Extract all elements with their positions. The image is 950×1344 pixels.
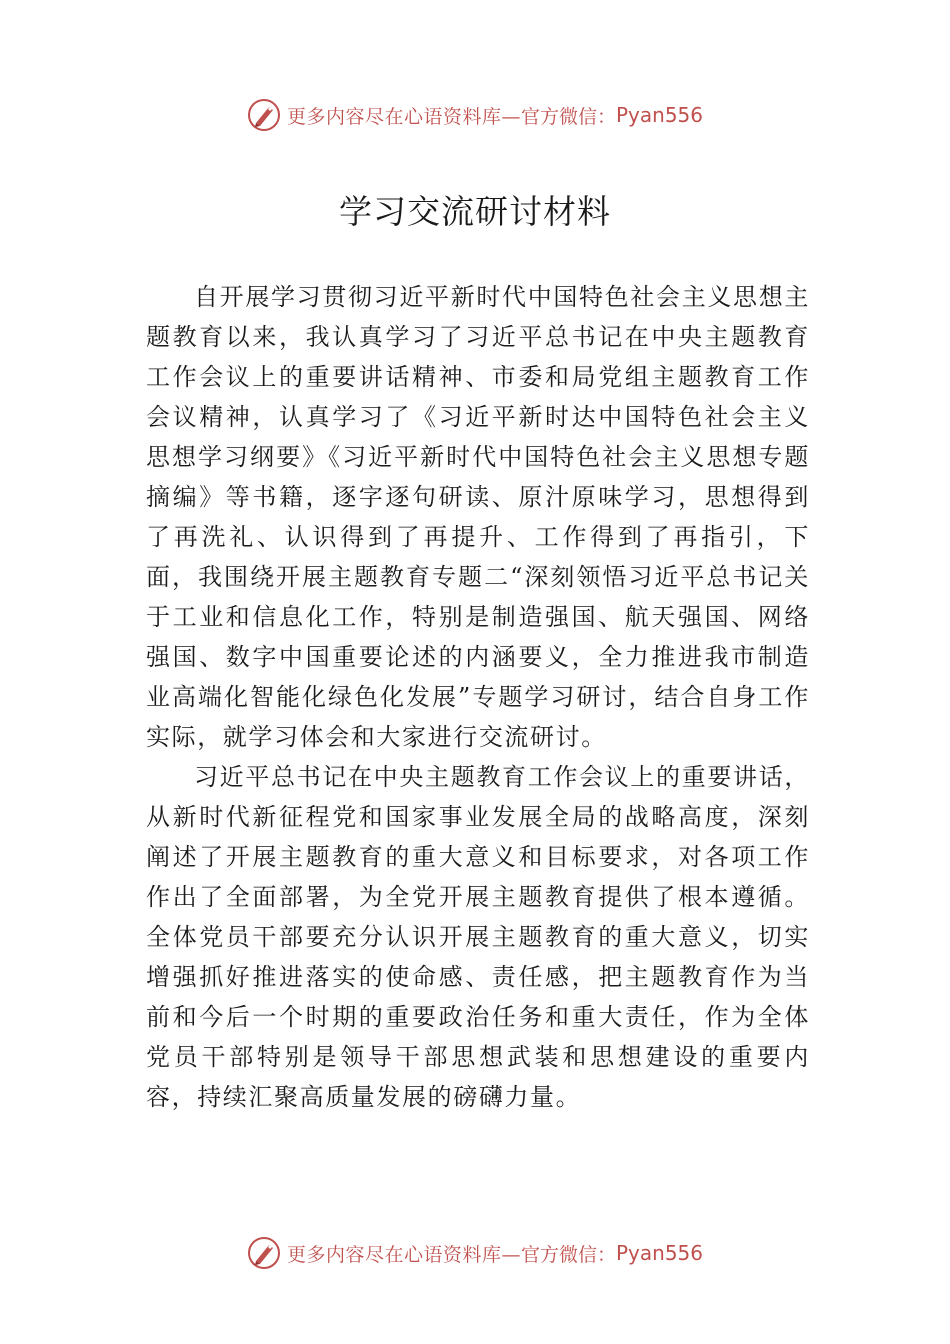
pen-logo-icon (247, 98, 281, 132)
document-title: 学习交流研讨材料 (339, 192, 611, 231)
banner-wechat-id: Pyan556 (616, 103, 704, 127)
banner-wechat-label: 官方微信： (520, 1243, 616, 1266)
paragraph-2: 习近平总书记在中央主题教育工作会议上的重要讲话，从新时代新征程党和国家事业发展全局的战略高度，深刻阐述了开展主题教育的重大意义和目标要求，对各项工作作出了全面部署，为全党开展主题教育提供了根本遵循。全体党员干部要充分认识开展主题教育的重大意义，切实增强抓好推进落实的使命感、责任感，把主题教育作为当前和今后一个时期的重要政治任务和重大责任，作为全体党员干部特别是领导干部思想武装和思想建设的重要内容，持续汇聚高质量发展的磅礴力量。 (146, 763, 810, 1111)
header-banner (0, 95, 950, 135)
paragraph-1: 自开展学习贯彻习近平新时代中国特色社会主义思想主题教育以来，我认真学习了习近平总书记在中央主题教育工作会议上的重要讲话精神、市委和局党组主题教育工作会议精神，认真学习了《习近平新时达中国特色社会主义思想学习纲要》《习近平新时代中国特色社会主义思想专题摘编》等书籍，逐字逐句研读、原汁原味学习，思想得到了再洗礼、认识得到了再提升、工作得到了再指引，下面，我围绕开展主题教育专题二“深刻领悟习近平总书记关于工业和信息化工作，特别是制造强国、航天强国、网络强国、数字中国重要论述的内涵要义，全力推进我市制造业高端化智能化绿色化发展”专题学习研讨，结合自身工作实际，就学习体会和大家进行交流研讨。 (146, 283, 810, 751)
banner-slogan: 更多内容尽在心语资料库— (286, 1243, 521, 1266)
document-body (146, 277, 810, 1117)
banner-slogan: 更多内容尽在心语资料库— (286, 105, 521, 128)
banner-wechat-label: 官方微信： (520, 105, 616, 128)
pen-logo-icon (247, 1236, 281, 1270)
banner-wechat-id: Pyan556 (616, 1241, 704, 1265)
footer-banner (0, 1233, 950, 1273)
